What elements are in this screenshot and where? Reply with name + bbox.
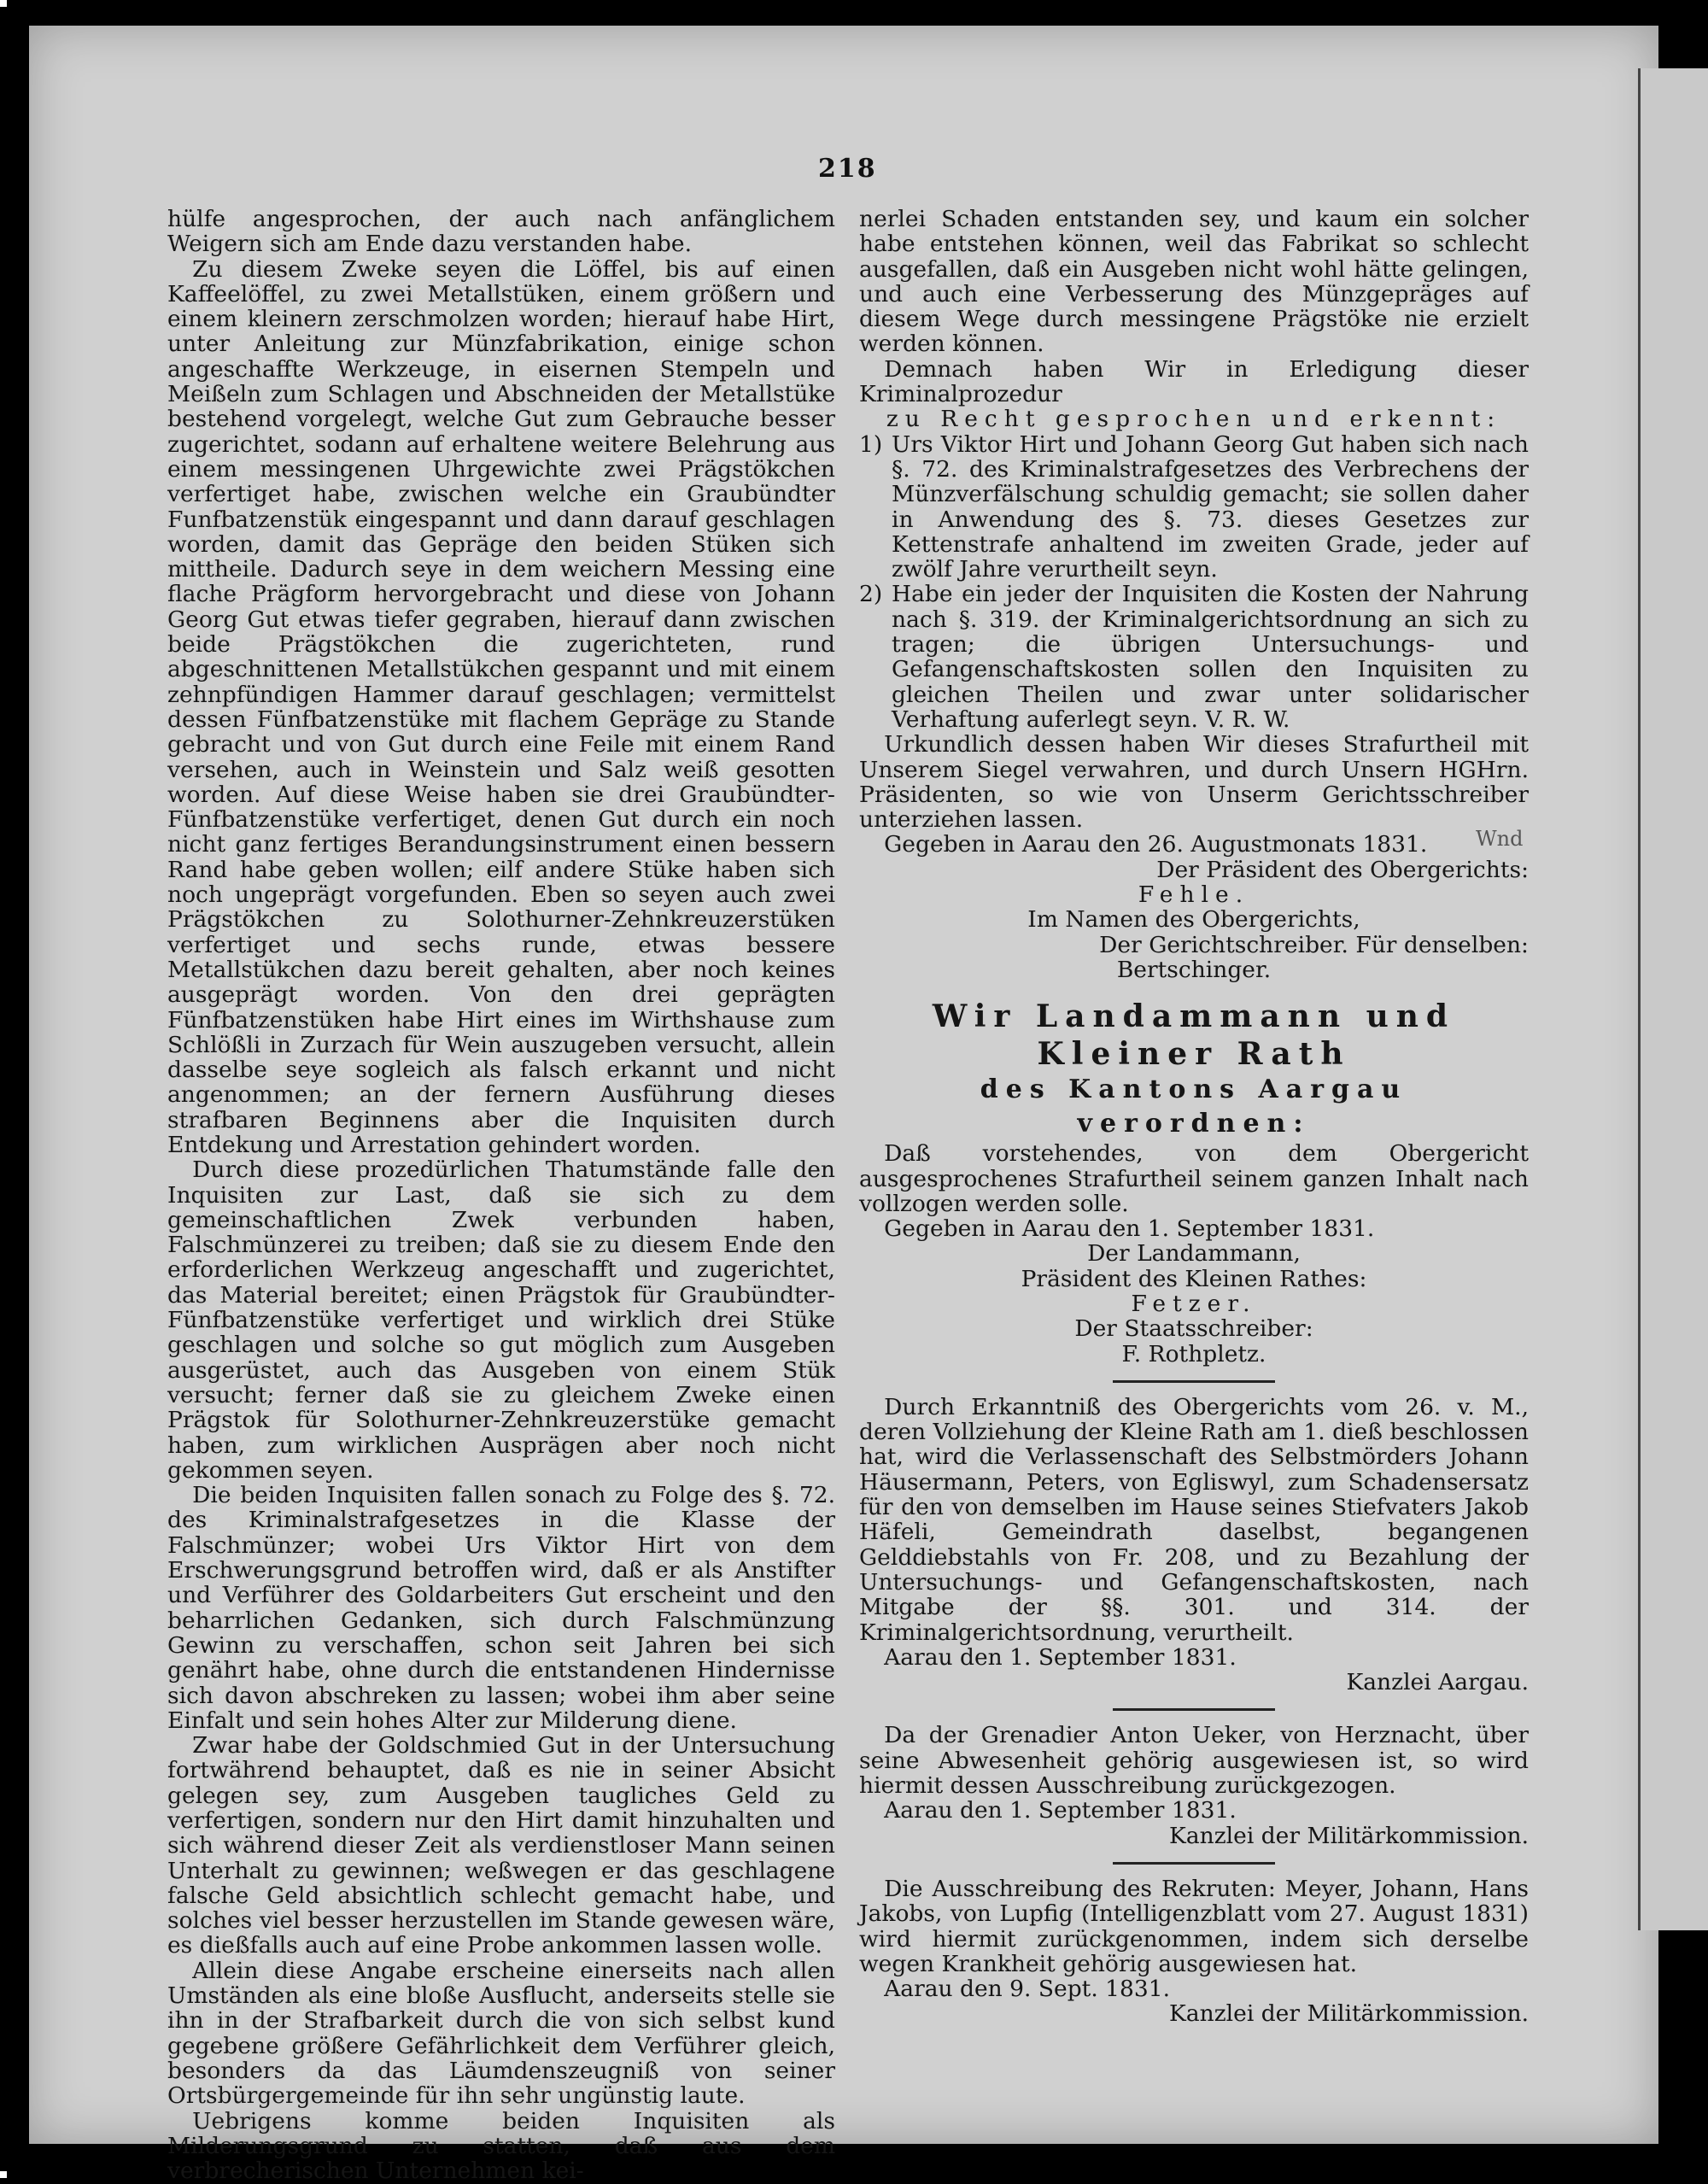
landammann-name: Fetzer. [1131, 1290, 1257, 1317]
divider [1113, 1862, 1275, 1865]
clerk-name: Bertschinger. [1116, 956, 1272, 983]
notice-3-signature: Kanzlei der Militärkommission. [1169, 2000, 1529, 2028]
verdict-item-2 [859, 582, 1529, 732]
ordinance-text: Daß vorstehendes, von dem Obergericht ausgesprochenes Strafurtheil seinem ganzen Inhalt nach vollzogen werden solle. [859, 1140, 1529, 1217]
notice-2-signature: Kanzlei der Militärkommission. [1169, 1822, 1529, 1849]
left-paragraph-6: Allein diese Angabe erscheine einerseits nach allen Umständen als eine bloße Ausflucht, anderseits stelle sie ihn in der Strafbarkeit durch die von sich selbst kund gegebene größere Gefährlichkeit dem Verführer gleich, besonders da das Läumdenszeugniß von seiner Ortsbürgergemeinde für ihn sehr ungünstig laute. [167, 1957, 835, 2110]
president-name: Fehle. [1138, 881, 1250, 909]
left-paragraph-7: Uebrigens komme beiden Inquisiten als Milderungsgrund zu statten, daß aus dem verbrecherischen Unternehmen kei- [167, 2107, 835, 2184]
notice-3-text: Die Ausschreibung des Rekruten: Meyer, Johann, Hans Jakobs, von Lupfig (Intelligenzblatt vom 27. August 1831) wird hiermit zurückgenommen, indem sich derselbe wegen Krankheit gehörig ausgewiesen hat. [859, 1875, 1529, 1977]
ordinance-subheading: des Kantons Aargau [980, 1074, 1408, 1105]
given-date-1: Gegeben in Aarau den 26. Augustmonats 1831. [884, 831, 1428, 858]
left-paragraph-2: Zu diesem Zweke seyen die Löffel, bis auf einen Kaffeelöffel, zu zwei Metallstüken, einem größern und einem kleinern zerschmolzen worden; hierauf habe Hirt, unter Anleitung zur Münzfabrikation, einige schon angeschaffte Werkzeuge, in eisernen Stempeln und Meißeln zum Schlagen und Abschneiden der Metallstüke bestehend vorgelegt, welche Gut zum Gebrauche besser zugerichtet, sodann auf erhaltene weitere Belehrung aus einem messingenen Uhrgewichte zwei Prägstökchen verfertiget habe, zwischen welche ein Graubündter Funfbatzenstük eingespannt und dann darauf geschlagen worden, damit das Gepräge den beiden Stüken sich mittheile. Dadurch seye in dem weichern Messing eine flache Prägform hervorgebracht und diese von Johann Georg Gut etwas tiefer gegraben, hierauf dann zwischen beide Prägstökchen die zugerichteten, rund abgeschnittenen Metallstükchen gespannt und mit einem zehnpfündigen Hammer darauf geschlagen; vermittelst dessen Fünfbatzenstüke mit flachem Gepräge zu Stande gebracht und von Gut durch eine Feile mit einem Rand versehen, auch in Weinstein und Salz weiß gesotten worden. Auf diese Weise haben sie drei Graubündter-Fünfbatzenstüke verfertiget, denen Gut durch ein noch nicht ganz fertiges Berandungsinstrument einen bessern Rand habe geben wollen; eilf andere Stüke haben sich noch ungeprägt vorgefunden. Eben so seyen auch zwei Prägstökchen zu Solothurner-Zehnkreuzerstüken verfertiget und sechs runde, etwas bessere Metallstükchen dazu bereit gehalten, aber noch keines ausgeprägt worden. Von den drei geprägten Fünfbatzenstüken habe Hirt eines im Wirthshause zum Schlößli in Zurzach für Wein auszugeben versucht, allein dasselbe seye sogleich als falsch erkannt und nicht angenommen; an der fernern Ausführung dieses strafbaren Beginnens aber die Inquisiten durch Entdekung und Arrestation gehindert worden. [167, 255, 835, 1158]
left-paragraph-4: Die beiden Inquisiten fallen sonach zu Folge des §. 72. des Kriminalstrafgesetzes in die Klasse der Falschmünzer; wobei Urs Viktor Hirt von dem Erschwerungsgrund betroffen wird, daß er als Anstifter und Verführer des Goldarbeiters Gut erscheint und den beharrlichen Gedanken, sich durch Falschmünzung Gewinn zu verschaffen, schon seit Jahren bei sich genährt habe, ohne durch die entstandenen Hindernisse sich davon abschreken zu lassen; wobei ihm aber seine Einfalt und sein hohes Alter zur Milderung diene. [167, 1482, 835, 1734]
left-column [167, 207, 835, 2183]
demnach-text: Demnach haben Wir in Erledigung dieser Kriminalprozedur [859, 355, 1529, 408]
scan-corner [0, 0, 7, 7]
right-intro: nerlei Schaden entstanden sey, und kaum ein solcher habe entstehen können, weil das Fabrikat so schlecht ausgefallen, daß ein Ausgeben nicht wohl hätte gelingen, und auch eine Verbesserung des Münzgepräges auf diesem Wege durch messingene Prägstöke nie erzielt werden können. [859, 206, 1529, 358]
clerk-title: Der Gerichtschreiber. Für denselben: [1099, 931, 1529, 958]
verdict-item-number: 2) [859, 581, 883, 608]
notice-1-date: Aarau den 1. September 1831. [884, 1643, 1237, 1671]
notice-1-text: Durch Erkanntniß des Obergerichts vom 26. v. M., deren Vollziehung der Kleine Rath am 1. dieß beschlossen hat, wird die Verlassenschaft des Selbstmörders Johann Häusermann, Peters, von Egliswyl, zum Schadensersatz für den von demselben im Hause seines Stiefvaters Jakob Häfeli, Gemeindrath daselbst, begangenen Gelddiebstahls von Fr. 208, und zu Bezahlung der Untersuchungs- und Gefangenschaftskosten, nach Mitgabe der §§. 301. und 314. der Kriminalgerichtsordnung, verurtheilt. [859, 1393, 1529, 1646]
page-number: 218 [818, 154, 877, 184]
notice-2-text: Da der Grenadier Anton Ueker, von Herznacht, über seine Abwesenheit gehörig ausgewiesen ist, so wird hiermit dessen Ausschreibung zurückgezogen. [859, 1722, 1529, 1800]
scan-corner [0, 2171, 7, 2178]
verdict-item-number: 1) [859, 430, 883, 458]
staatsschreiber-label: Der Staatsschreiber: [1074, 1315, 1313, 1343]
left-paragraph-1: hülfe angesprochen, der auch nach anfänglichem Weigern sich am Ende dazu verstanden habe. [167, 206, 835, 258]
left-paragraph-3: Durch diese prozedürlichen Thatumstände falle den Inquisiten zur Last, daß sie sich zu dem gemeinschaftlichen Zwek verbunden haben, Falschmünzerei zu treiben; daß sie zu diesem Ende den erforderlichen Werkzeug angeschafft und zugerichtet, das Material bereitet; einen Prägstok für Graubündter-Fünfbatzenstüke verfertiget und wirklich drei Stüke geschlagen und solche so gut möglich zum Ausgeben ausgerüstet, auch das Ausgeben von einem Stük versucht; ferner daß sie zu gleichem Zweke einen Prägstok für Solothurner-Zehnkreuzerstüke gemacht haben, zum wirklichen Ausprägen aber noch nicht gekommen seyen. [167, 1156, 835, 1484]
landammann-title: Präsident des Kleinen Rathes: [1021, 1265, 1367, 1292]
given-date-2: Gegeben in Aarau den 1. September 1831. [884, 1215, 1375, 1243]
urkundlich-text: Urkundlich dessen haben Wir dieses Strafurtheil mit Unserem Siegel verwahren, und durch Unsern HGHrn. Präsidenten, so wie von Unserm Gerichtsschreiber unterziehen lassen. [859, 731, 1529, 834]
landammann-label: Der Landammann, [1087, 1240, 1301, 1268]
divider [1113, 1708, 1275, 1711]
notice-2-date: Aarau den 1. September 1831. [884, 1797, 1237, 1824]
divider [1113, 1380, 1275, 1383]
in-namen-text: Im Namen des Obergerichts, [1027, 906, 1360, 934]
right-column [859, 207, 1529, 2027]
verdict-item-text: Habe ein jeder der Inquisiten die Kosten der Nahrung nach §. 319. der Kriminalgerichtsordnung an sich zu tragen; die übrigen Untersuchungs- und Gefangenschaftskosten sollen den Inquisiten zu gleichen Theilen und zwar unter solidarischer Verhaftung auferlegt seyn. V. R. W. [892, 581, 1529, 733]
notice-3-date: Aarau den 9. Sept. 1831. [884, 1976, 1171, 2003]
ordinance-heading: Wir Landammann und Kleiner Rath [932, 998, 1456, 1073]
president-title: Der Präsident des Obergerichts: [1156, 856, 1529, 883]
next-page-edge [1638, 68, 1708, 1930]
staatsschreiber-name: F. Rothpletz. [1121, 1340, 1266, 1367]
notice-1-signature: Kanzlei Aargau. [1346, 1669, 1529, 1696]
verdict-item-text: Urs Viktor Hirt und Johann Georg Gut haben sich nach §. 72. des Kriminalstrafgesetzes des Verbrechens der Münzverfälschung schuldig gemacht; sie sollen daher in Anwendung des §. 73. dieses Gesetzes zur Kettenstrafe anhaltend im zweiten Grade, jeder auf zwölf Jahre verurtheilt seyn. [892, 430, 1529, 583]
ordinance-verb: verordnen: [1077, 1109, 1311, 1139]
zu-recht-heading: zu Recht gesprochen und erkennt: [886, 406, 1502, 433]
left-paragraph-5: Zwar habe der Goldschmied Gut in der Untersuchung fortwährend behauptet, daß es nie in seiner Absicht gelegen sey, zum Ausgeben taugliches Geld zu verfertigen, sondern nur den Hirt damit hinzuhalten und sich während dieser Zeit als verdienstloser Mann seinen Unterhalt zu gewinnen; weßwegen er das geschlagene falsche Geld absichtlich schlecht gemacht habe, und solches viel besser herzustellen im Stande gewesen wäre, es dießfalls auch auf eine Probe ankommen lassen wolle. [167, 1732, 835, 1959]
verdict-item-1 [859, 432, 1529, 583]
next-page-fragment: Wnd [1476, 827, 1524, 851]
